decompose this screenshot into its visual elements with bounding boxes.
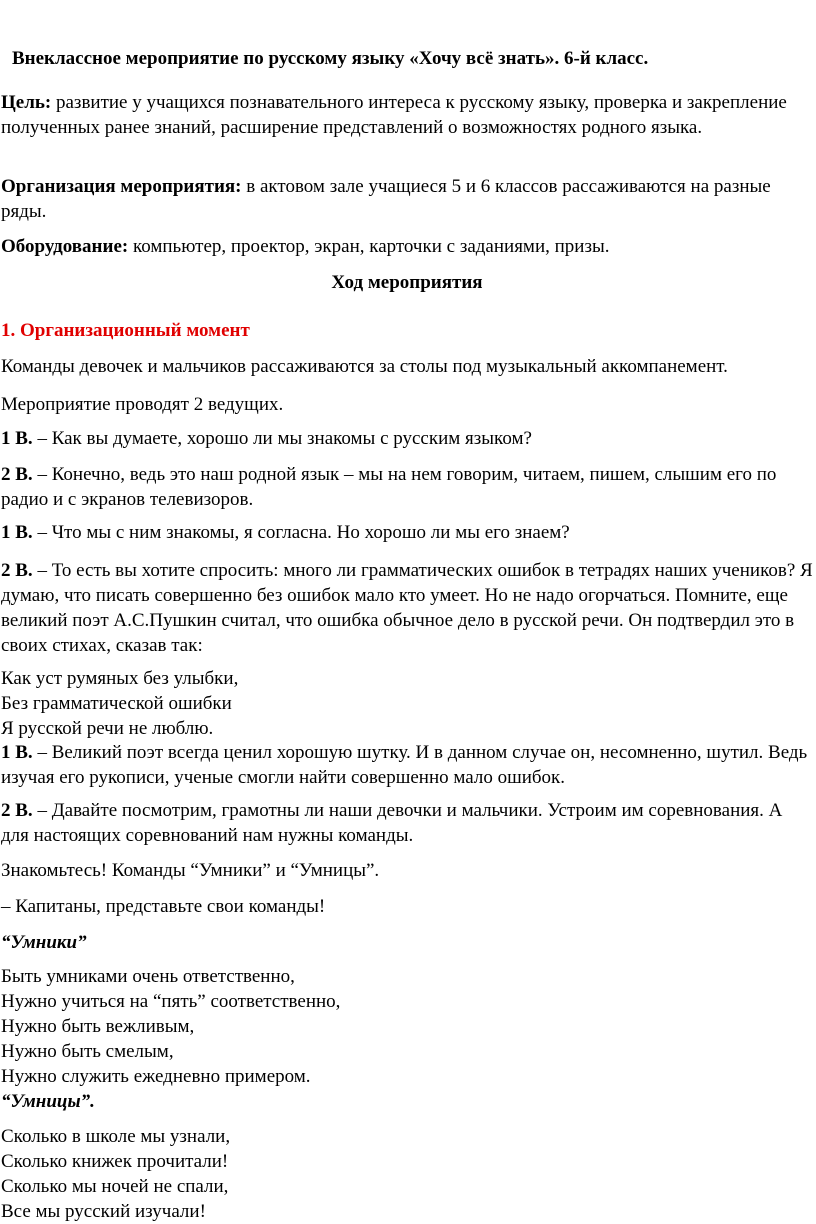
dialog-text: – То есть вы хотите спросить: много ли грамматических ошибок в тетрадях наших учеников? Я думаю, что писать совершенно без ошибок мало кто умеет. Но не надо огорчаться. Помните, еще великий поэт А.С.Пушкин считал, что ошибка обычное дело в русской речи. Он подтвердил это в своих стихах, сказав так: bbox=[1, 560, 813, 656]
poem-line: Все мы русский изучали! bbox=[1, 1201, 206, 1222]
dialog-text: – Что мы с ним знакомы, я согласна. Но хорошо ли мы его знаем? bbox=[32, 522, 570, 543]
teams-paragraph: Команды девочек и мальчиков рассаживаются за столы под музыкальный аккомпанемент. bbox=[1, 356, 728, 377]
poem-line: Без грамматической ошибки bbox=[1, 693, 232, 714]
document-title: Внеклассное мероприятие по русскому языку «Хочу всё знать». 6-й класс. bbox=[12, 48, 649, 69]
section1-heading: 1. Организационный момент bbox=[1, 320, 250, 341]
dialog-line bbox=[1, 520, 813, 545]
poem-line: Быть умниками очень ответственно, bbox=[1, 966, 295, 987]
speaker-label: 2 В. bbox=[1, 800, 33, 821]
pushkin-poem bbox=[1, 666, 813, 741]
dialog-line bbox=[1, 426, 813, 451]
meet-paragraph: Знакомьтесь! Команды “Умники” и “Умницы”. bbox=[1, 860, 380, 881]
dialog-line bbox=[1, 740, 813, 790]
speaker-label: 2 В. bbox=[1, 464, 33, 485]
organization-text: в актовом зале учащиеся 5 и 6 классов рассаживаются на разные ряды. bbox=[1, 176, 771, 222]
dialog-text: – Давайте посмотрим, грамотны ли наши девочки и мальчики. Устроим им соревнования. А для настоящих соревнований нам нужны команды. bbox=[1, 800, 783, 846]
poem-line: Нужно быть вежливым, bbox=[1, 1016, 195, 1037]
organization-paragraph bbox=[1, 174, 813, 224]
dialog-line bbox=[1, 798, 813, 848]
speaker-label: 2 В. bbox=[1, 560, 33, 581]
equipment-label: Оборудование: bbox=[1, 236, 129, 257]
dialog-text: – Великий поэт всегда ценил хорошую шутку. И в данном случае он, несомненно, шутил. Ведь изучая его рукописи, ученые смогли найти совершенно мало ошибок. bbox=[1, 742, 808, 788]
team1-poem bbox=[1, 964, 813, 1114]
dialog-line bbox=[1, 558, 813, 658]
poem-line: Нужно быть смелым, bbox=[1, 1041, 174, 1062]
organization-label: Организация мероприятия: bbox=[1, 176, 242, 197]
course-heading: Ход мероприятия bbox=[331, 272, 483, 293]
dialog-text: – Конечно, ведь это наш родной язык – мы на нем говорим, читаем, пишем, слышим его по радио и с экранов телевизоров. bbox=[1, 464, 777, 510]
team1-name: “Умники” bbox=[1, 932, 87, 953]
hosts-paragraph: Мероприятие проводят 2 ведущих. bbox=[1, 394, 284, 415]
speaker-label: 1 В. bbox=[1, 522, 33, 543]
captains-paragraph: – Капитаны, представьте свои команды! bbox=[1, 896, 326, 917]
goal-paragraph bbox=[1, 90, 813, 140]
poem-line: Сколько в школе мы узнали, bbox=[1, 1126, 231, 1147]
dialog-line bbox=[1, 462, 813, 512]
poem-line: Я русской речи не люблю. bbox=[1, 718, 214, 739]
poem-line: Как уст румяных без улыбки, bbox=[1, 668, 239, 689]
poem-line: Сколько книжек прочитали! bbox=[1, 1151, 229, 1172]
equipment-paragraph bbox=[1, 234, 813, 259]
goal-text: развитие у учащихся познавательного интереса к русскому языку, проверка и закрепление полученных ранее знаний, расширение представлений о возможностях родного языка. bbox=[1, 92, 787, 138]
speaker-label: 1 В. bbox=[1, 742, 33, 763]
equipment-text: компьютер, проектор, экран, карточки с заданиями, призы. bbox=[128, 236, 610, 257]
team2-poem bbox=[1, 1124, 813, 1224]
poem-line: Нужно служить ежедневно примером. bbox=[1, 1066, 311, 1087]
dialog-text: – Как вы думаете, хорошо ли мы знакомы с русским языком? bbox=[32, 428, 532, 449]
speaker-label: 1 В. bbox=[1, 428, 33, 449]
team2-name: “Умницы”. bbox=[1, 1091, 95, 1112]
goal-label: Цель: bbox=[1, 92, 52, 113]
poem-line: Нужно учиться на “пять” соответственно, bbox=[1, 991, 341, 1012]
poem-line: Сколько мы ночей не спали, bbox=[1, 1176, 229, 1197]
